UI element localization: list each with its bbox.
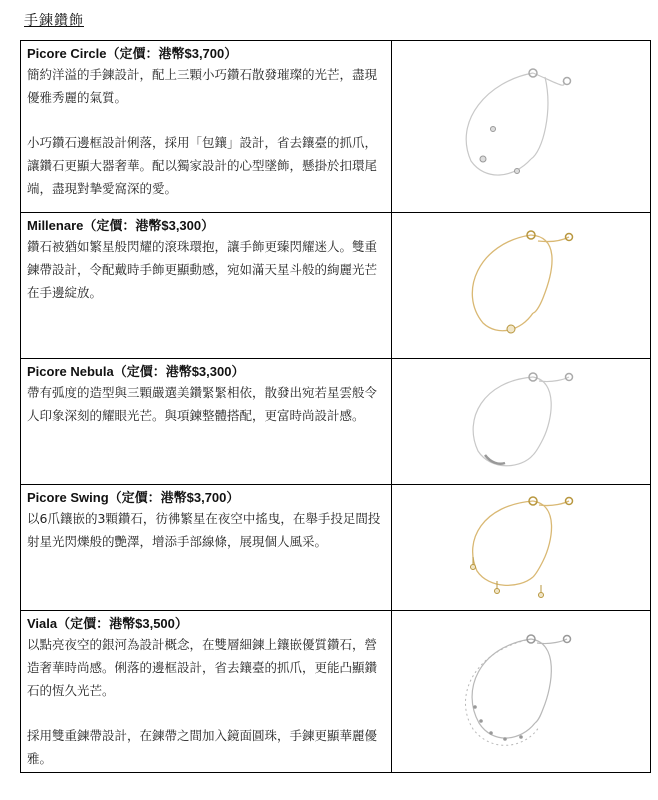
product-name: Picore Circle（定價：港幣$3,700） — [27, 46, 238, 61]
product-paragraph: 以點亮夜空的銀河為設計概念，在雙層細鍊上鑲嵌優質鑽石，營造奢華時尚感。俐落的邊框設計，省去鑲臺的抓爪，更能凸顯鑽石的恆久光芒。 — [27, 637, 378, 698]
product-name: Viala（定價：港幣$3,500） — [27, 616, 188, 631]
product-name: Millenare（定價：港幣$3,300） — [27, 218, 215, 233]
table-row — [21, 41, 651, 213]
bracelet-picore-swing-image — [393, 485, 649, 609]
product-paragraph: 簡約洋溢的手鍊設計，配上三顆小巧鑽石散發璀璨的光芒，盡現優雅秀麗的氣質。 — [27, 67, 378, 105]
product-name: Picore Nebula（定價：港幣$3,300） — [27, 364, 245, 379]
bracelet-viala-image — [393, 611, 649, 767]
product-table — [20, 40, 651, 773]
product-name: Picore Swing（定價：港幣$3,700） — [27, 490, 240, 505]
product-paragraph: 以6爪鑲嵌的3顆鑽石，彷彿繁星在夜空中搖曳，在舉手投足間投射星光閃爍般的艷澤，增添手部線條，展現個人風采。 — [27, 511, 381, 549]
product-image-cell — [392, 41, 651, 213]
table-row — [21, 213, 651, 359]
table-row — [21, 359, 651, 485]
product-paragraph: 帶有弧度的造型與三顆嚴選美鑽緊緊相依，散發出宛若星雲般令人印象深刻的耀眼光芒。與項鍊整體搭配，更富時尚設計感。 — [27, 385, 378, 423]
product-description-cell — [21, 611, 392, 773]
product-paragraph: 鑽石被猶如繁星般閃耀的滾珠環抱，讓手飾更臻閃耀迷人。雙重鍊帶設計，令配戴時手飾更顯動感，宛如滿天星斗般的絢麗光芒在手邊綻放。 — [27, 239, 378, 300]
product-image-cell — [392, 213, 651, 359]
table-row — [21, 611, 651, 773]
section-title: 手鍊鑽飾 — [24, 13, 84, 29]
product-description-cell — [21, 213, 392, 359]
product-description-cell — [21, 41, 392, 213]
bracelet-picore-nebula-image — [393, 359, 649, 483]
product-paragraph: 小巧鑽石邊框設計俐落，採用「包鑲」設計，省去鑲臺的抓爪，讓鑽石更顯大器奢華。配以獨家設計的心型墜飾，懸掛於扣環尾端，盡現對摯愛窩深的愛。 — [27, 135, 378, 196]
bracelet-picore-circle-image — [393, 41, 649, 211]
product-image-cell — [392, 485, 651, 611]
product-image-cell — [392, 611, 651, 773]
product-image-cell — [392, 359, 651, 485]
product-paragraph: 採用雙重鍊帶設計，在鍊帶之間加入鏡面圓珠，手鍊更顯華麗優雅。 — [27, 728, 378, 766]
table-row — [21, 485, 651, 611]
product-description-cell — [21, 485, 392, 611]
product-description-cell — [21, 359, 392, 485]
bracelet-millenare-image — [393, 213, 649, 357]
